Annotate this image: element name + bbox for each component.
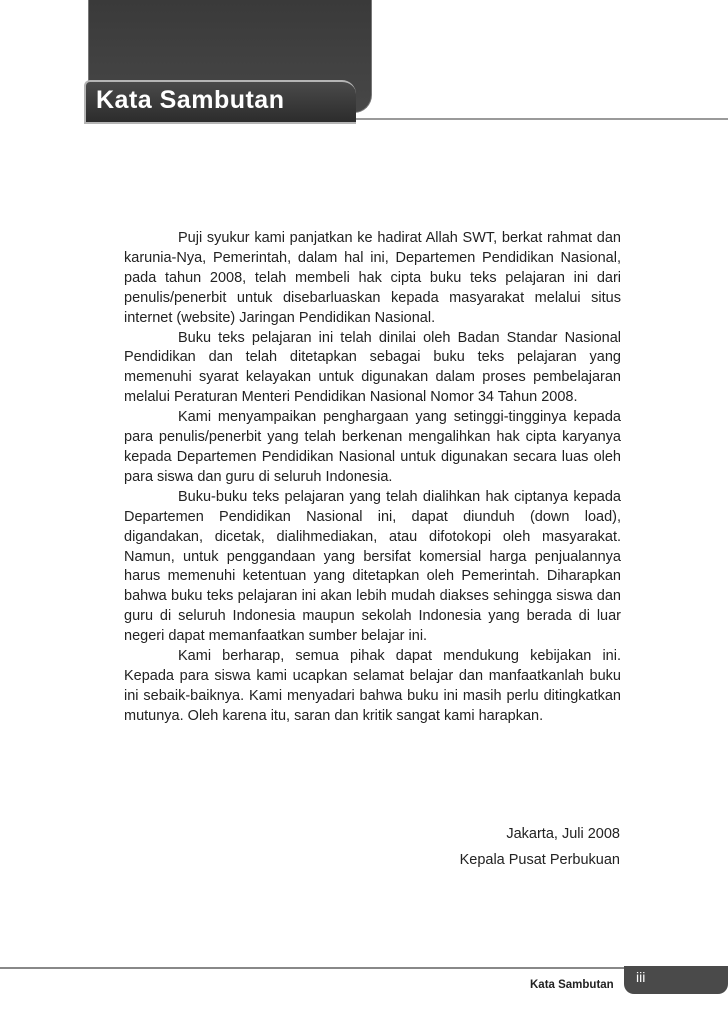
paragraph: Kami menyampaikan penghargaan yang setinggi-tingginya kepada para penulis/penerbit yang telah berkenan mengalihkan hak cipta karyanya kepada Departemen Pendidikan Nasional untuk digunakan secara luas oleh para siswa dan guru di seluruh Indonesia. [124,409,621,485]
page-number-tab [624,966,728,994]
body-text [124,229,621,727]
footer-label: Kata Sambutan [530,979,614,991]
paragraph: Kami berharap, semua pihak dapat mendukung kebijakan ini. Kepada para siswa kami ucapkan selamat belajar dan manfaatkanlah buku ini sebaik-baiknya. Kami menyadari bahwa buku ini masih perlu ditingkatkan mutunya. Oleh karena itu, saran dan kritik sangat kami harapkan. [124,648,621,724]
paragraph: Buku-buku teks pelajaran yang telah dialihkan hak ciptanya kepada Departemen Pendidikan Nasional ini, dapat diunduh (down load), digandakan, dicetak, dialihmediakan, atau difotokopi oleh masyarakat. Namun, untuk penggandaan yang bersifat komersial harga penjualannya harus memenuhi ketentuan yang ditetapkan oleh Pemerintah. Diharapkan bahwa buku teks pelajaran ini akan lebih mudah diakses sehingga siswa dan guru di seluruh Indonesia maupun sekolah Indonesia yang berada di luar negeri dapat memanfaatkan sumber belajar ini. [124,488,621,645]
paragraph: Buku teks pelajaran ini telah dinilai oleh Badan Standar Nasional Pendidikan dan telah ditetapkan sebagai buku teks pelajaran yang memenuhi syarat kelayakan untuk digunakan dalam proses pembelajaran melalui Peraturan Menteri Pendidikan Nasional Nomor 34 Tahun 2008. [124,329,621,406]
footer-rule [0,967,728,969]
page-number: iii [636,969,646,985]
paragraph: Puji syukur kami panjatkan ke hadirat Allah SWT, berkat rahmat dan karunia-Nya, Pemerintah, dalam hal ini, Departemen Pendidikan Nasional, pada tahun 2008, telah membeli hak cipta buku teks pelajaran ini dari penulis/penerbit untuk disebarluaskan kepada masyarakat melalui situs internet (website) Jaringan Pendidikan Nasional. [124,230,621,326]
title-tab [84,80,356,124]
page-title: Kata Sambutan [96,86,285,114]
signature-place-date: Jakarta, Juli 2008 [506,826,620,842]
signature-title: Kepala Pusat Perbukuan [459,852,620,868]
